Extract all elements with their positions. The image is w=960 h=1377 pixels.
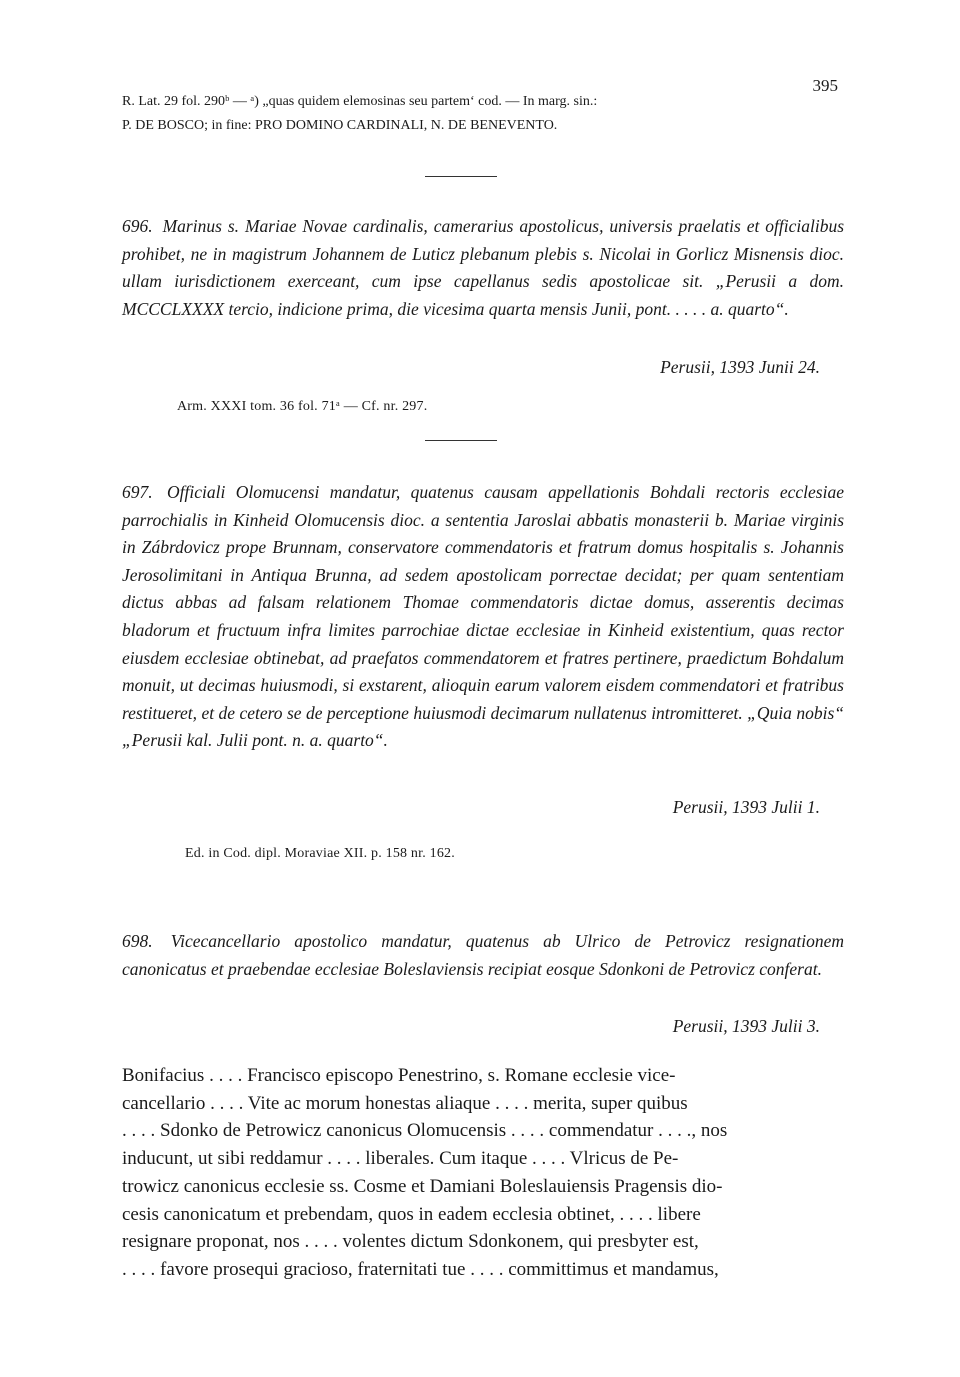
separator-rule: [425, 176, 497, 177]
letter-line: cesis canonicatum et prebendam, quos in eadem ecclesia obtinet, . . . . libere: [122, 1203, 701, 1225]
entry-text: Officiali Olomucensi mandatur, quatenus causam appellationis Bohdali rectoris ecclesiae parrochialis in Kinheid Olomucensis dioc. a sententia Jaroslai abbatis monasterii b. Mariae virginis in Zábrdovicz prope Brunnam, conservatore commendatoris et fratrum domus hospitalis s. Johannis Jerosolimitani in Antiqua Brunna, ad sedem apostolicam porrectae decidat; per quam sententiam dictus abbas ad falsam relationem Thomae commendatoris dictae domus, asserentis decimas bladorum et fructuum infra limites parrochiae dictae ecclesiae in Kinheid existentium, quas rector eiusdem ecclesiae obtinebat, ad praefatos commendatorem et fratres pertinere, praedictum Bohdalum monuit, ut decimas huiusmodi, si exstarent, alioquin earum valorem eisdem commendatori et fratribus restitueret, et de cetero se de perceptione huiusmodi decimarum nullatenus intromitteret. „Quia nobis“ „Perusii kal. Julii pont. n. a. quarto“.: [122, 482, 844, 751]
entry-698-date: Perusii, 1393 Julii 3.: [672, 1016, 820, 1036]
entry-text: Marinus s. Mariae Novae cardinalis, camerarius apostolicus, universis praelatis et officialibus prohibet, ne in magistrum Johannem de Luticz plebanum plebis s. Nicolai in Gorlicz Misnensis dioc. ullam iurisdictionem exerceant, cum ipse capellanus sedis apostolicae sit. „Perusii a dom. MCCCLXXXX tercio, indicione prima, die vicesima quarta mensis Junii, pont. . . . . a. quarto“.: [122, 216, 845, 319]
letter-line: . . . . Sdonko de Petrowicz canonicus Olomucensis . . . . commendatur . . . ., nos: [122, 1120, 728, 1142]
letter-line: trowicz canonicus ecclesie ss. Cosme et Damiani Boleslauiensis Pragensis dio-: [122, 1175, 723, 1197]
letter-text: [122, 1062, 866, 1284]
source-note-top: [122, 90, 844, 138]
entry-number: 696.: [122, 216, 153, 236]
entry-number: 697.: [122, 482, 153, 502]
source-note-line: R. Lat. 29 fol. 290ᵇ — ᵃ) „quas quidem elemosinas seu partem‘ cod. — In marg. sin.:: [122, 94, 598, 109]
separator-rule: [425, 440, 497, 441]
entry-text: Vicecancellario apostolico mandatur, quatenus ab Ulrico de Petrovicz resignationem canonicatus et praebendae ecclesiae Boleslaviensis recipiat eosque Sdonkoni de Petrovicz conferat.: [122, 931, 844, 979]
entry-number: 698.: [122, 931, 153, 951]
letter-line: Bonifacius . . . . Francisco episcopo Penestrino, s. Romane ecclesie vice-: [122, 1065, 676, 1086]
source-note-line: P. DE BOSCO; in fine: PRO DOMINO CARDINALI, N. DE BENEVENTO.: [122, 118, 558, 133]
entry-696-summary: [122, 213, 844, 323]
letter-line: resignare proponat, nos . . . . volentes dictum Sdonkonem, qui presbyter est,: [122, 1231, 699, 1253]
entry-696-source: Arm. XXXI tom. 36 fol. 71ᵃ — Cf. nr. 297.: [177, 399, 428, 414]
letter-line: inducunt, ut sibi reddamur . . . . liberales. Cum itaque . . . . Vlricus de Pe-: [122, 1148, 679, 1170]
entry-698-summary: [122, 928, 844, 983]
entry-697-source: Ed. in Cod. dipl. Moraviae XII. p. 158 nr. 162.: [185, 846, 455, 861]
entry-696-date: Perusii, 1393 Junii 24.: [660, 357, 820, 377]
letter-line: cancellario . . . . Vite ac morum honestas aliaque . . . . merita, super quibus: [122, 1092, 688, 1114]
page-number: 395: [812, 76, 838, 95]
entry-697-summary: [122, 479, 844, 755]
entry-697-date: Perusii, 1393 Julii 1.: [672, 797, 820, 817]
letter-line: . . . . favore prosequi gracioso, fraternitati tue . . . . committimus et mandamus,: [122, 1258, 719, 1280]
